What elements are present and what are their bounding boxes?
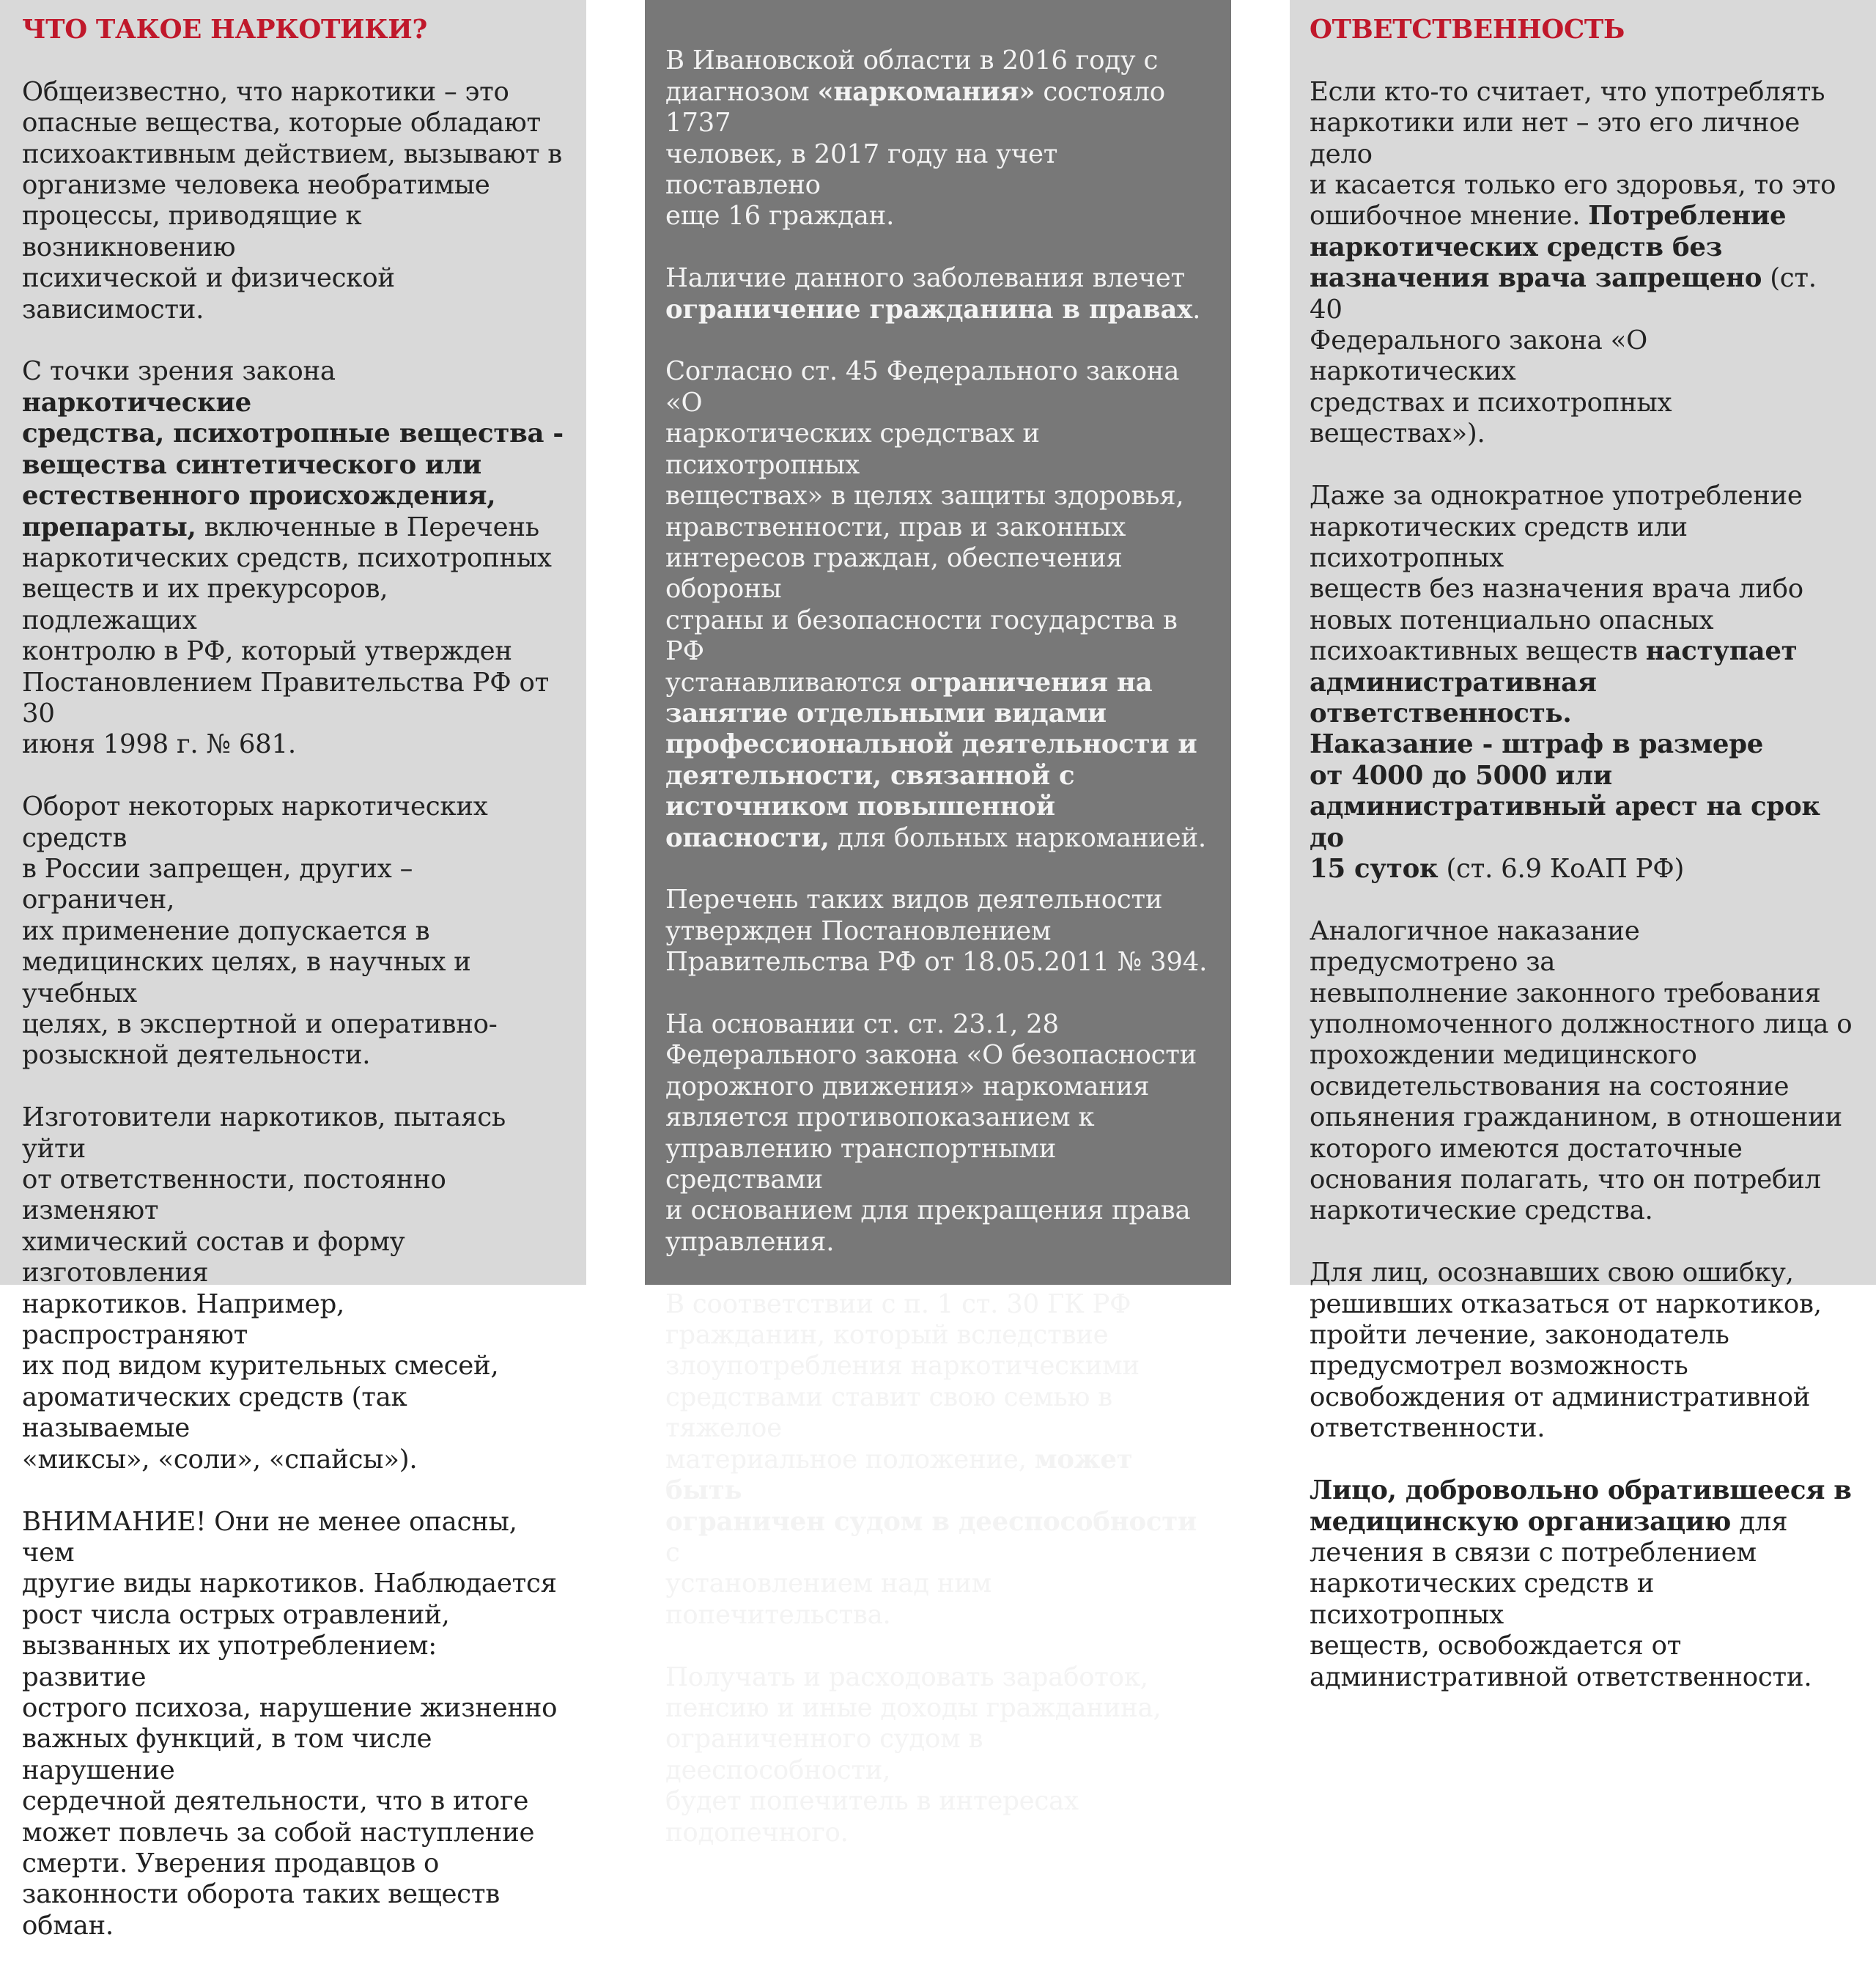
- paragraph: Общеизвестно, что наркотики – это опасные вещества, которые обладают психоактивным действием, вызывают в организме человека необратимые процессы, приводящие к возникновению психической и физической зависимости.: [22, 76, 563, 325]
- section-title-what-are-drugs: ЧТО ТАКОЕ НАРКОТИКИ?: [22, 15, 428, 45]
- column-restrictions: [645, 0, 1231, 1848]
- column-responsibility: [1290, 0, 1876, 1692]
- paragraph: На основании ст. ст. 23.1, 28 Федерального закона «О безопасности дорожного движения» наркомания является противопоказанием к управлению транспортными средствами и основанием для прекращения права управления.: [665, 1009, 1197, 1257]
- column-text: [665, 15, 1209, 1879]
- paragraph: Перечень таких видов деятельности утвержден Постановлением Правительства РФ от 18.05.2011 № 394.: [665, 885, 1208, 978]
- column-text: [22, 45, 564, 1972]
- column-text: [1310, 45, 1854, 1724]
- paragraph: Согласно ст. 45 Федерального закона «О наркотических средствах и психотропных веществах» в целях защиты здоровья, нравственности, прав и законных интересов граждан, обеспечения обороны страны и безопасности государства в РФ устанавливаются ограничения на занятие отдельными видами профессиональной деятельности и деятельности, связанной с источником повышенной опасности, для больных наркоманией.: [665, 356, 1206, 853]
- paragraph: С точки зрения закона наркотические средства, психотропные вещества - вещества синтетического или естественного происхождения, препараты, включенные в Перечень наркотических средств, психотропных веществ и их прекурсоров, подлежащих контролю в РФ, который утвержден Постановлением Правительства РФ от 30 июня 1998 г. № 681.: [22, 356, 564, 760]
- paragraph: Даже за однократное употребление наркотических средств или психотропных веществ без назначения врача либо новых потенциально опасных психоактивных веществ наступает административная ответственность. Наказание - штраф в размере от 4000 до 5000 или административный арест на срок до 15 суток (ст. 6.9 КоАП РФ): [1310, 481, 1820, 884]
- paragraph: В Ивановской области в 2016 году с диагнозом «наркомания» состояло 1737 человек, в 2017 году на учет поставлено еще 16 граждан.: [665, 45, 1165, 232]
- paragraph: В соответствии с п. 1 ст. 30 ГК РФ гражданин, который вследствие злоупотребления наркотическими средствами ставит свою семью в тяжелое материальное положение, может быть ограничен судом в дееспособности с установлением над ним попечительства.: [665, 1288, 1197, 1630]
- paragraph: Изготовители наркотиков, пытаясь уйти от ответственности, постоянно изменяют химический состав и форму изготовления наркотиков. Например, распространяют их под видом курительных смесей, ароматических средств (так называемые «миксы», «соли», «спайсы»).: [22, 1102, 506, 1475]
- bold-text: ограничение гражданина в правах: [665, 294, 1193, 325]
- bold-text: «наркомания»: [817, 76, 1035, 107]
- paragraph: Получать и расходовать заработок, пенсию и иные доходы гражданина, ограниченного судом в дееспособности, будет попечитель в интересах подопечного.: [665, 1662, 1162, 1848]
- column-what-are-drugs: [0, 0, 586, 1941]
- paragraph: Если кто-то считает, что употреблять наркотики или нет – это его личное дело и касается только его здоровья, то это ошибочное мнение. Потребление наркотических средств без назначения врача запрещено (ст. 40 Федерального закона «О наркотических средствах и психотропных веществах»).: [1310, 76, 1836, 449]
- bold-text: может быть ограничен судом в дееспособности: [665, 1444, 1197, 1537]
- bold-text: Лицо, добровольно обратившееся в медицинскую организацию: [1310, 1475, 1852, 1537]
- paragraph: Для лиц, осознавших свою ошибку, решивших отказаться от наркотиков, пройти лечение, законодатель предусмотрел возможность освобождения от административной ответственности.: [1310, 1258, 1822, 1444]
- paragraph: Наличие данного заболевания влечет ограничение гражданина в правах.: [665, 263, 1201, 325]
- bold-text: ограничения на занятие отдельными видами профессиональной деятельности и деятельности, связанной с источником повышенной опасности,: [665, 667, 1197, 853]
- bold-text: Потребление наркотических средств без назначения врача запрещено: [1310, 201, 1787, 294]
- bold-text: наркотические средства, психотропные вещества - вещества синтетического или естественного происхождения, препараты,: [22, 387, 564, 542]
- paragraph: Аналогичное наказание предусмотрено за невыполнение законного требования уполномоченного должностного лица о прохождении медицинского освидетельствования на состояние опьянения гражданином, в отношении которого имеются достаточные основания полагать, что он потребил наркотические средства.: [1310, 915, 1853, 1226]
- section-title-responsibility: ОТВЕТСТВЕННОСТЬ: [1310, 15, 1625, 45]
- paragraph: Оборот некоторых наркотических средств в России запрещен, других – ограничен, их применение допускается в медицинских целях, в научных и учебных целях, в экспертной и оперативно- розыскной деятельности.: [22, 792, 498, 1071]
- paragraph: Лицо, добровольно обратившееся в медицинскую организацию для лечения в связи с потреблением наркотических средств и психотропных веществ, освобождается от административной ответственности.: [1310, 1475, 1852, 1692]
- bold-text: наступает административная ответственность. Наказание - штраф в размере от 4000 до 5000 или административный арест на срок до 15 суток: [1310, 636, 1820, 884]
- paragraph: ВНИМАНИЕ! Они не менее опасны, чем другие виды наркотиков. Наблюдается рост числа острых отравлений, вызванных их употреблением: развитие острого психоза, нарушение жизненно важных функций, в том числе нарушение сердечной деятельности, что в итоге может повлечь за собой наступление смерти. Уверения продавцов о законности оборота таких веществ обман.: [22, 1506, 558, 1941]
